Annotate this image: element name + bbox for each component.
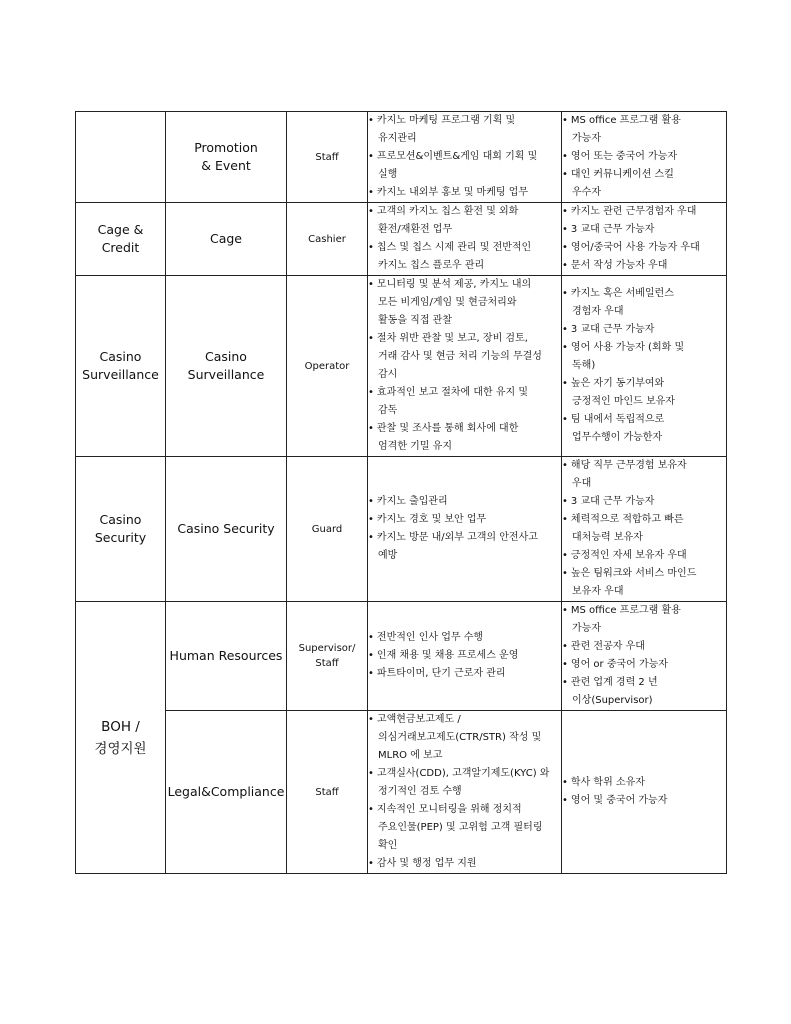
list-item-text: 긍정적인 마인드 보유자 xyxy=(572,396,675,407)
position-cell: Casino Security xyxy=(166,457,287,602)
bullet-icon: • xyxy=(562,460,568,471)
list-item-text: 실행 xyxy=(378,169,398,180)
list-item-text: 대인 커뮤니케이션 스킬 xyxy=(570,169,674,180)
list-item-text: 카지노 내외부 홍보 및 마케팅 업무 xyxy=(376,187,529,198)
list-item xyxy=(562,203,726,221)
list-item-text: 이상(Supervisor) xyxy=(572,695,653,706)
list-item-text: 고객실사(CDD), 고객알기제도(KYC) 와 xyxy=(376,768,550,779)
bullet-icon: • xyxy=(368,206,374,217)
list-item xyxy=(368,112,561,148)
bullet-icon: • xyxy=(368,279,374,290)
bullet-icon: • xyxy=(562,568,568,579)
table-row xyxy=(76,276,727,457)
list-item-text: 해당 직무 근무경험 보유자 xyxy=(570,460,687,471)
list-item xyxy=(368,184,561,202)
list-item-text: 프로모션&이벤트&게임 대회 기획 및 xyxy=(376,151,538,162)
list-item-text: 관련 전공자 우대 xyxy=(570,641,645,652)
bullet-icon: • xyxy=(562,242,568,253)
list-item-text: 환전/재환전 업무 xyxy=(378,224,453,235)
role-cell: Staff xyxy=(287,112,368,203)
bullet-icon: • xyxy=(562,342,568,353)
bullet-icon: • xyxy=(368,768,374,779)
list-item xyxy=(562,602,726,638)
list-item xyxy=(368,384,561,420)
bullet-icon: • xyxy=(368,632,374,643)
list-item-text: 유지관리 xyxy=(378,133,417,144)
position-cell: Cage xyxy=(166,203,287,276)
list-item xyxy=(368,765,561,801)
bullet-icon: • xyxy=(368,668,374,679)
department-cell xyxy=(76,112,166,203)
department-cell: Casino Surveillance xyxy=(76,276,166,457)
list-item-text: 카지노 출입관리 xyxy=(376,496,448,507)
list-item xyxy=(368,855,561,873)
list-item xyxy=(368,330,561,384)
list-item-text: 고객의 카지노 칩스 환전 및 외화 xyxy=(376,206,519,217)
list-item-text: 의심거래보고제도(CTR/STR) 작성 및 xyxy=(378,732,542,743)
bullet-icon: • xyxy=(562,414,568,425)
list-item xyxy=(368,629,561,647)
bullet-icon: • xyxy=(562,224,568,235)
bullet-icon: • xyxy=(368,532,374,543)
list-item-text: 영어 또는 중국어 가능자 xyxy=(570,151,678,162)
bullet-icon: • xyxy=(562,605,568,616)
list-item-text: 높은 팀워크와 서비스 마인드 xyxy=(570,568,697,579)
bullet-icon: • xyxy=(562,378,568,389)
job-table xyxy=(75,111,727,874)
list-item-text: 우대 xyxy=(572,478,592,489)
list-item xyxy=(562,285,726,321)
bullet-icon: • xyxy=(562,206,568,217)
list-item-text: 감시 xyxy=(378,369,398,380)
duties-cell xyxy=(368,203,562,276)
list-item xyxy=(368,665,561,683)
list-item-text: 대처능력 보유자 xyxy=(572,532,643,543)
department-cell: BOH / 경영지원 xyxy=(76,602,166,874)
bullet-icon: • xyxy=(562,641,568,652)
list-item-text: 학사 학위 소유자 xyxy=(570,777,645,788)
bullet-icon: • xyxy=(562,777,568,788)
role-cell: Operator xyxy=(287,276,368,457)
table-row xyxy=(76,711,727,874)
position-cell: Human Resources xyxy=(166,602,287,711)
list-item xyxy=(562,656,726,674)
bullet-icon: • xyxy=(368,151,374,162)
list-item xyxy=(562,112,726,148)
qualifications-cell xyxy=(562,203,727,276)
bullet-icon: • xyxy=(368,187,374,198)
duties-cell xyxy=(368,602,562,711)
bullet-icon: • xyxy=(562,260,568,271)
list-item xyxy=(562,565,726,601)
qualifications-cell xyxy=(562,112,727,203)
bullet-icon: • xyxy=(368,387,374,398)
table-row xyxy=(76,112,727,203)
bullet-icon: • xyxy=(368,858,374,869)
bullet-icon: • xyxy=(368,514,374,525)
bullet-icon: • xyxy=(368,496,374,507)
duties-cell xyxy=(368,112,562,203)
list-item-text: 전반적인 인사 업무 수행 xyxy=(376,632,484,643)
list-item-text: 거래 감사 및 현금 처리 기능의 무결성 xyxy=(378,351,542,362)
list-item-text: 3 교대 근무 가능자 xyxy=(570,324,655,335)
bullet-icon: • xyxy=(368,423,374,434)
list-item-text: 가능자 xyxy=(572,623,601,634)
list-item-text: 3 교대 근무 가능자 xyxy=(570,224,655,235)
bullet-icon: • xyxy=(562,550,568,561)
list-item-text: 영어 사용 가능자 (회화 및 xyxy=(570,342,685,353)
list-item xyxy=(368,203,561,239)
list-item xyxy=(368,529,561,565)
bullet-icon: • xyxy=(368,714,374,725)
list-item-text: 주요인물(PEP) 및 고위험 고객 필터링 xyxy=(378,822,543,833)
list-item-text: 영어/중국어 사용 가능자 우대 xyxy=(570,242,700,253)
list-item xyxy=(562,774,726,792)
list-item-text: 감사 및 행정 업무 지원 xyxy=(376,858,477,869)
bullet-icon: • xyxy=(562,151,568,162)
list-item xyxy=(562,239,726,257)
bullet-icon: • xyxy=(562,496,568,507)
list-item-text: MLRO 에 보고 xyxy=(378,750,443,761)
list-item-text: 체력적으로 적합하고 빠른 xyxy=(570,514,684,525)
qualifications-cell xyxy=(562,602,727,711)
bullet-icon: • xyxy=(562,659,568,670)
list-item-text: MS office 프로그램 활용 xyxy=(570,115,681,126)
department-cell: Cage & Credit xyxy=(76,203,166,276)
list-item-text: 카지노 마케팅 프로그램 기획 및 xyxy=(376,115,516,126)
list-item-text: 영어 및 중국어 가능자 xyxy=(570,795,668,806)
bullet-icon: • xyxy=(368,650,374,661)
list-item xyxy=(562,493,726,511)
position-cell: Promotion & Event xyxy=(166,112,287,203)
list-item xyxy=(562,221,726,239)
bullet-icon: • xyxy=(368,242,374,253)
list-item-text: 보유자 우대 xyxy=(572,586,624,597)
list-item xyxy=(368,493,561,511)
role-cell: Guard xyxy=(287,457,368,602)
bullet-icon: • xyxy=(368,804,374,815)
role-cell: Staff xyxy=(287,711,368,874)
list-item-text: 우수자 xyxy=(572,187,601,198)
list-item-text: 문서 작성 가능자 우대 xyxy=(570,260,668,271)
bullet-icon: • xyxy=(562,795,568,806)
table-row xyxy=(76,602,727,711)
list-item-text: 3 교대 근무 가능자 xyxy=(570,496,655,507)
list-item-text: 카지노 칩스 플로우 관리 xyxy=(378,260,485,271)
bullet-icon: • xyxy=(368,333,374,344)
qualifications-cell xyxy=(562,276,727,457)
list-item-text: 활동을 직접 관찰 xyxy=(378,315,452,326)
bullet-icon: • xyxy=(562,288,568,299)
list-item xyxy=(562,166,726,202)
list-item-text: 확인 xyxy=(378,840,398,851)
duties-cell xyxy=(368,711,562,874)
list-item-text: 경험자 우대 xyxy=(572,306,624,317)
list-item xyxy=(562,339,726,375)
role-cell: Supervisor/ Staff xyxy=(287,602,368,711)
list-item xyxy=(562,547,726,565)
list-item-text: 인재 채용 및 채용 프로세스 운영 xyxy=(376,650,519,661)
list-item-text: 팀 내에서 독립적으로 xyxy=(570,414,665,425)
table-row xyxy=(76,203,727,276)
list-item-text: 칩스 및 칩스 시제 관리 및 전반적인 xyxy=(376,242,532,253)
list-item-text: MS office 프로그램 활용 xyxy=(570,605,681,616)
list-item-text: 효과적인 보고 절차에 대한 유지 및 xyxy=(376,387,529,398)
duties-cell xyxy=(368,457,562,602)
list-item-text: 지속적인 모니터링을 위해 정치적 xyxy=(376,804,522,815)
list-item-text: 모니터링 및 분석 제공, 카지노 내의 xyxy=(376,279,532,290)
bullet-icon: • xyxy=(562,169,568,180)
bullet-icon: • xyxy=(368,115,374,126)
list-item xyxy=(368,148,561,184)
list-item xyxy=(368,647,561,665)
bullet-icon: • xyxy=(562,677,568,688)
list-item xyxy=(562,321,726,339)
role-cell: Cashier xyxy=(287,203,368,276)
list-item xyxy=(562,674,726,710)
list-item-text: 모든 비게임/게임 및 현금처리와 xyxy=(378,297,517,308)
list-item-text: 긍정적인 자세 보유자 우대 xyxy=(570,550,687,561)
list-item-text: 감독 xyxy=(378,405,398,416)
duties-cell xyxy=(368,276,562,457)
list-item-text: 카지노 방문 내/외부 고객의 안전사고 xyxy=(376,532,538,543)
list-item-text: 파트타이머, 단기 근로자 관리 xyxy=(376,668,506,679)
list-item-text: 예방 xyxy=(378,550,398,561)
list-item xyxy=(562,148,726,166)
bullet-icon: • xyxy=(562,514,568,525)
list-item-text: 정기적인 검토 수행 xyxy=(378,786,462,797)
bullet-icon: • xyxy=(562,115,568,126)
list-item xyxy=(368,801,561,855)
list-item xyxy=(368,511,561,529)
table-row xyxy=(76,457,727,602)
list-item xyxy=(562,375,726,411)
qualifications-cell xyxy=(562,457,727,602)
list-item xyxy=(562,511,726,547)
department-cell: Casino Security xyxy=(76,457,166,602)
list-item-text: 절차 위반 관찰 및 보고, 장비 검토, xyxy=(376,333,528,344)
list-item-text: 엄격한 기밀 유지 xyxy=(378,441,452,452)
list-item xyxy=(562,457,726,493)
qualifications-cell xyxy=(562,711,727,874)
list-item-text: 높은 자기 동기부여와 xyxy=(570,378,665,389)
list-item-text: 카지노 혹은 서베일런스 xyxy=(570,288,674,299)
list-item xyxy=(562,257,726,275)
list-item xyxy=(562,792,726,810)
list-item-text: 카지노 관련 근무경험자 우대 xyxy=(570,206,697,217)
list-item-text: 영어 or 중국어 가능자 xyxy=(570,659,668,670)
list-item xyxy=(562,638,726,656)
list-item-text: 독해) xyxy=(572,360,596,371)
list-item xyxy=(368,239,561,275)
bullet-icon: • xyxy=(562,324,568,335)
list-item xyxy=(368,711,561,765)
list-item-text: 고액현금보고제도 / xyxy=(376,714,461,725)
list-item-text: 카지노 경호 및 보안 업무 xyxy=(376,514,487,525)
list-item-text: 관찰 및 조사를 통해 회사에 대한 xyxy=(376,423,519,434)
list-item-text: 가능자 xyxy=(572,133,601,144)
list-item-text: 관련 업계 경력 2 년 xyxy=(570,677,658,688)
list-item xyxy=(368,276,561,330)
position-cell: Casino Surveillance xyxy=(166,276,287,457)
list-item-text: 업무수행이 가능한자 xyxy=(572,432,663,443)
list-item xyxy=(368,420,561,456)
list-item xyxy=(562,411,726,447)
position-cell: Legal&Compliance xyxy=(166,711,287,874)
